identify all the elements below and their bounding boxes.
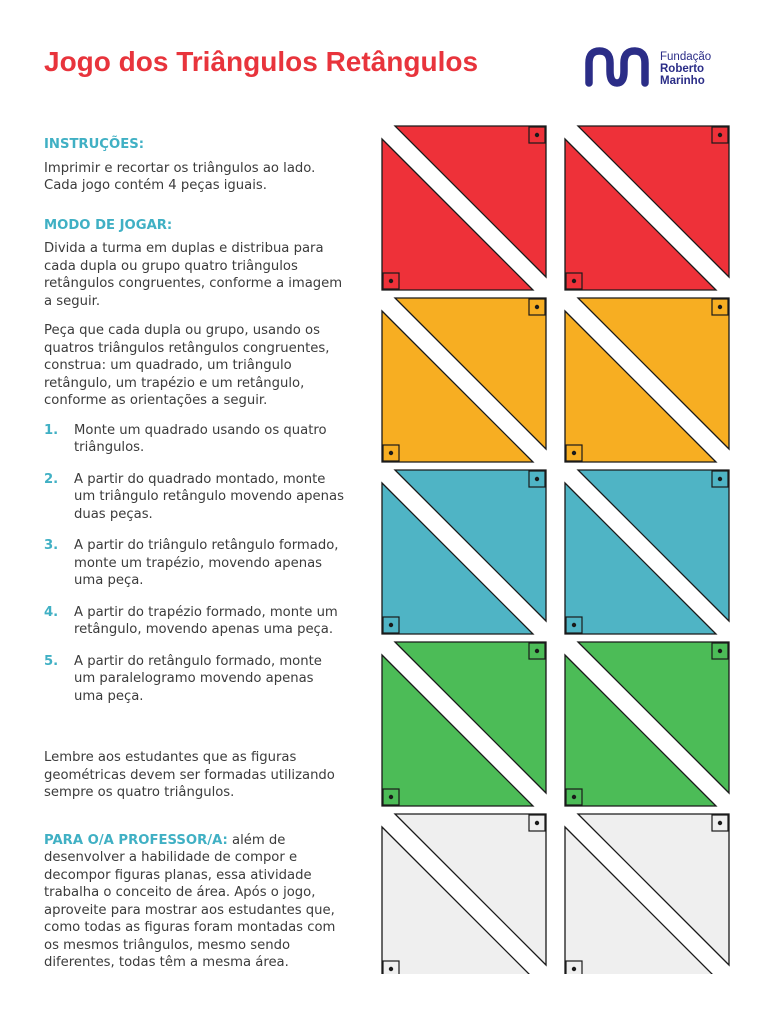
right-angle-dot	[535, 305, 539, 309]
step-item	[44, 422, 344, 457]
steps-list	[44, 422, 344, 706]
step-item	[44, 471, 344, 524]
how-to-play-para-1: Divida a turma em duplas e distribua para cada dupla ou grupo quatro triângulos retângulos congruentes, conforme a imagem a seguir.	[44, 241, 343, 309]
instructions-column	[44, 136, 344, 984]
teacher-note	[44, 832, 344, 972]
step-text: A partir do trapézio formado, monte um retângulo, movendo apenas uma peça.	[74, 604, 338, 637]
triangle-pair	[382, 814, 546, 974]
triangle-pair	[565, 642, 729, 806]
logo-line-1: Fundação	[660, 51, 712, 63]
right-angle-dot	[718, 477, 722, 481]
triangle-pair	[565, 470, 729, 634]
how-to-play-heading: MODO DE JOGAR:	[44, 217, 173, 233]
right-angle-dot	[572, 279, 576, 283]
step-item	[44, 653, 344, 706]
reminder-text: Lembre aos estudantes que as figuras geométricas devem ser formadas utilizando sempre os quatro triângulos.	[44, 750, 335, 800]
step-text: A partir do retângulo formado, monte um paralelogramo movendo apenas uma peça.	[74, 653, 322, 704]
instructions-text: Imprimir e recortar os triângulos ao lado. Cada jogo contém 4 peças iguais.	[44, 160, 316, 193]
step-item	[44, 604, 344, 639]
right-angle-dot	[535, 133, 539, 137]
triangle-pair	[382, 470, 546, 634]
right-angle-dot	[389, 967, 393, 971]
logo-line-3: Marinho	[660, 75, 705, 87]
triangle-pair	[382, 126, 546, 290]
step-text: Monte um quadrado usando os quatro triângulos.	[74, 422, 327, 455]
teacher-note-text: além de desenvolver a habilidade de compor e decompor figuras planas, essa atividade trabalha o conceito de área. Após o jogo, aproveite para mostrar aos estudantes que, como todas as figuras foram montadas com os mesmos triângulos, mesmo sendo diferentes, todas têm a mesma área.	[44, 832, 336, 970]
right-angle-dot	[572, 967, 576, 971]
triangle-pair	[565, 814, 729, 974]
step-number: 5.	[44, 653, 59, 669]
step-text: A partir do triângulo retângulo formado, monte um trapézio, movendo apenas uma peça.	[74, 538, 339, 588]
logo-mark-icon	[584, 47, 650, 87]
step-number: 1.	[44, 422, 59, 438]
teacher-note-label: PARA O/A PROFESSOR/A:	[44, 832, 228, 848]
cutout-triangles	[380, 124, 732, 974]
step-number: 2.	[44, 471, 59, 487]
triangle-pair	[382, 642, 546, 806]
triangle-pair	[565, 126, 729, 290]
right-angle-dot	[572, 623, 576, 627]
logo-line-2: Roberto	[660, 63, 705, 75]
right-angle-dot	[718, 649, 722, 653]
right-angle-dot	[389, 795, 393, 799]
right-angle-dot	[389, 451, 393, 455]
page-title: Jogo dos Triângulos Retângulos	[44, 46, 479, 77]
right-angle-dot	[389, 279, 393, 283]
right-angle-dot	[718, 305, 722, 309]
triangle-pair	[382, 298, 546, 462]
step-text: A partir do quadrado montado, monte um triângulo retângulo movendo apenas duas peças.	[74, 471, 344, 522]
right-angle-dot	[718, 133, 722, 137]
step-item	[44, 537, 344, 590]
triangle-pair	[565, 298, 729, 462]
right-angle-dot	[389, 623, 393, 627]
step-number: 4.	[44, 604, 59, 620]
right-angle-dot	[572, 795, 576, 799]
logo-text	[660, 51, 711, 87]
right-angle-dot	[535, 649, 539, 653]
right-angle-dot	[535, 821, 539, 825]
instructions-heading: INSTRUÇÕES:	[44, 137, 144, 152]
right-angle-dot	[718, 821, 722, 825]
right-angle-dot	[572, 451, 576, 455]
right-angle-dot	[535, 477, 539, 481]
how-to-play-para-2: Peça que cada dupla ou grupo, usando os quatros triângulos retângulos congruentes, construa: um quadrado, um triângulo retângulo, um trapézio e um retângulo, conforme as orientações a seguir.	[44, 323, 330, 408]
fundacao-roberto-marinho-logo	[584, 44, 724, 92]
step-number: 3.	[44, 538, 59, 553]
